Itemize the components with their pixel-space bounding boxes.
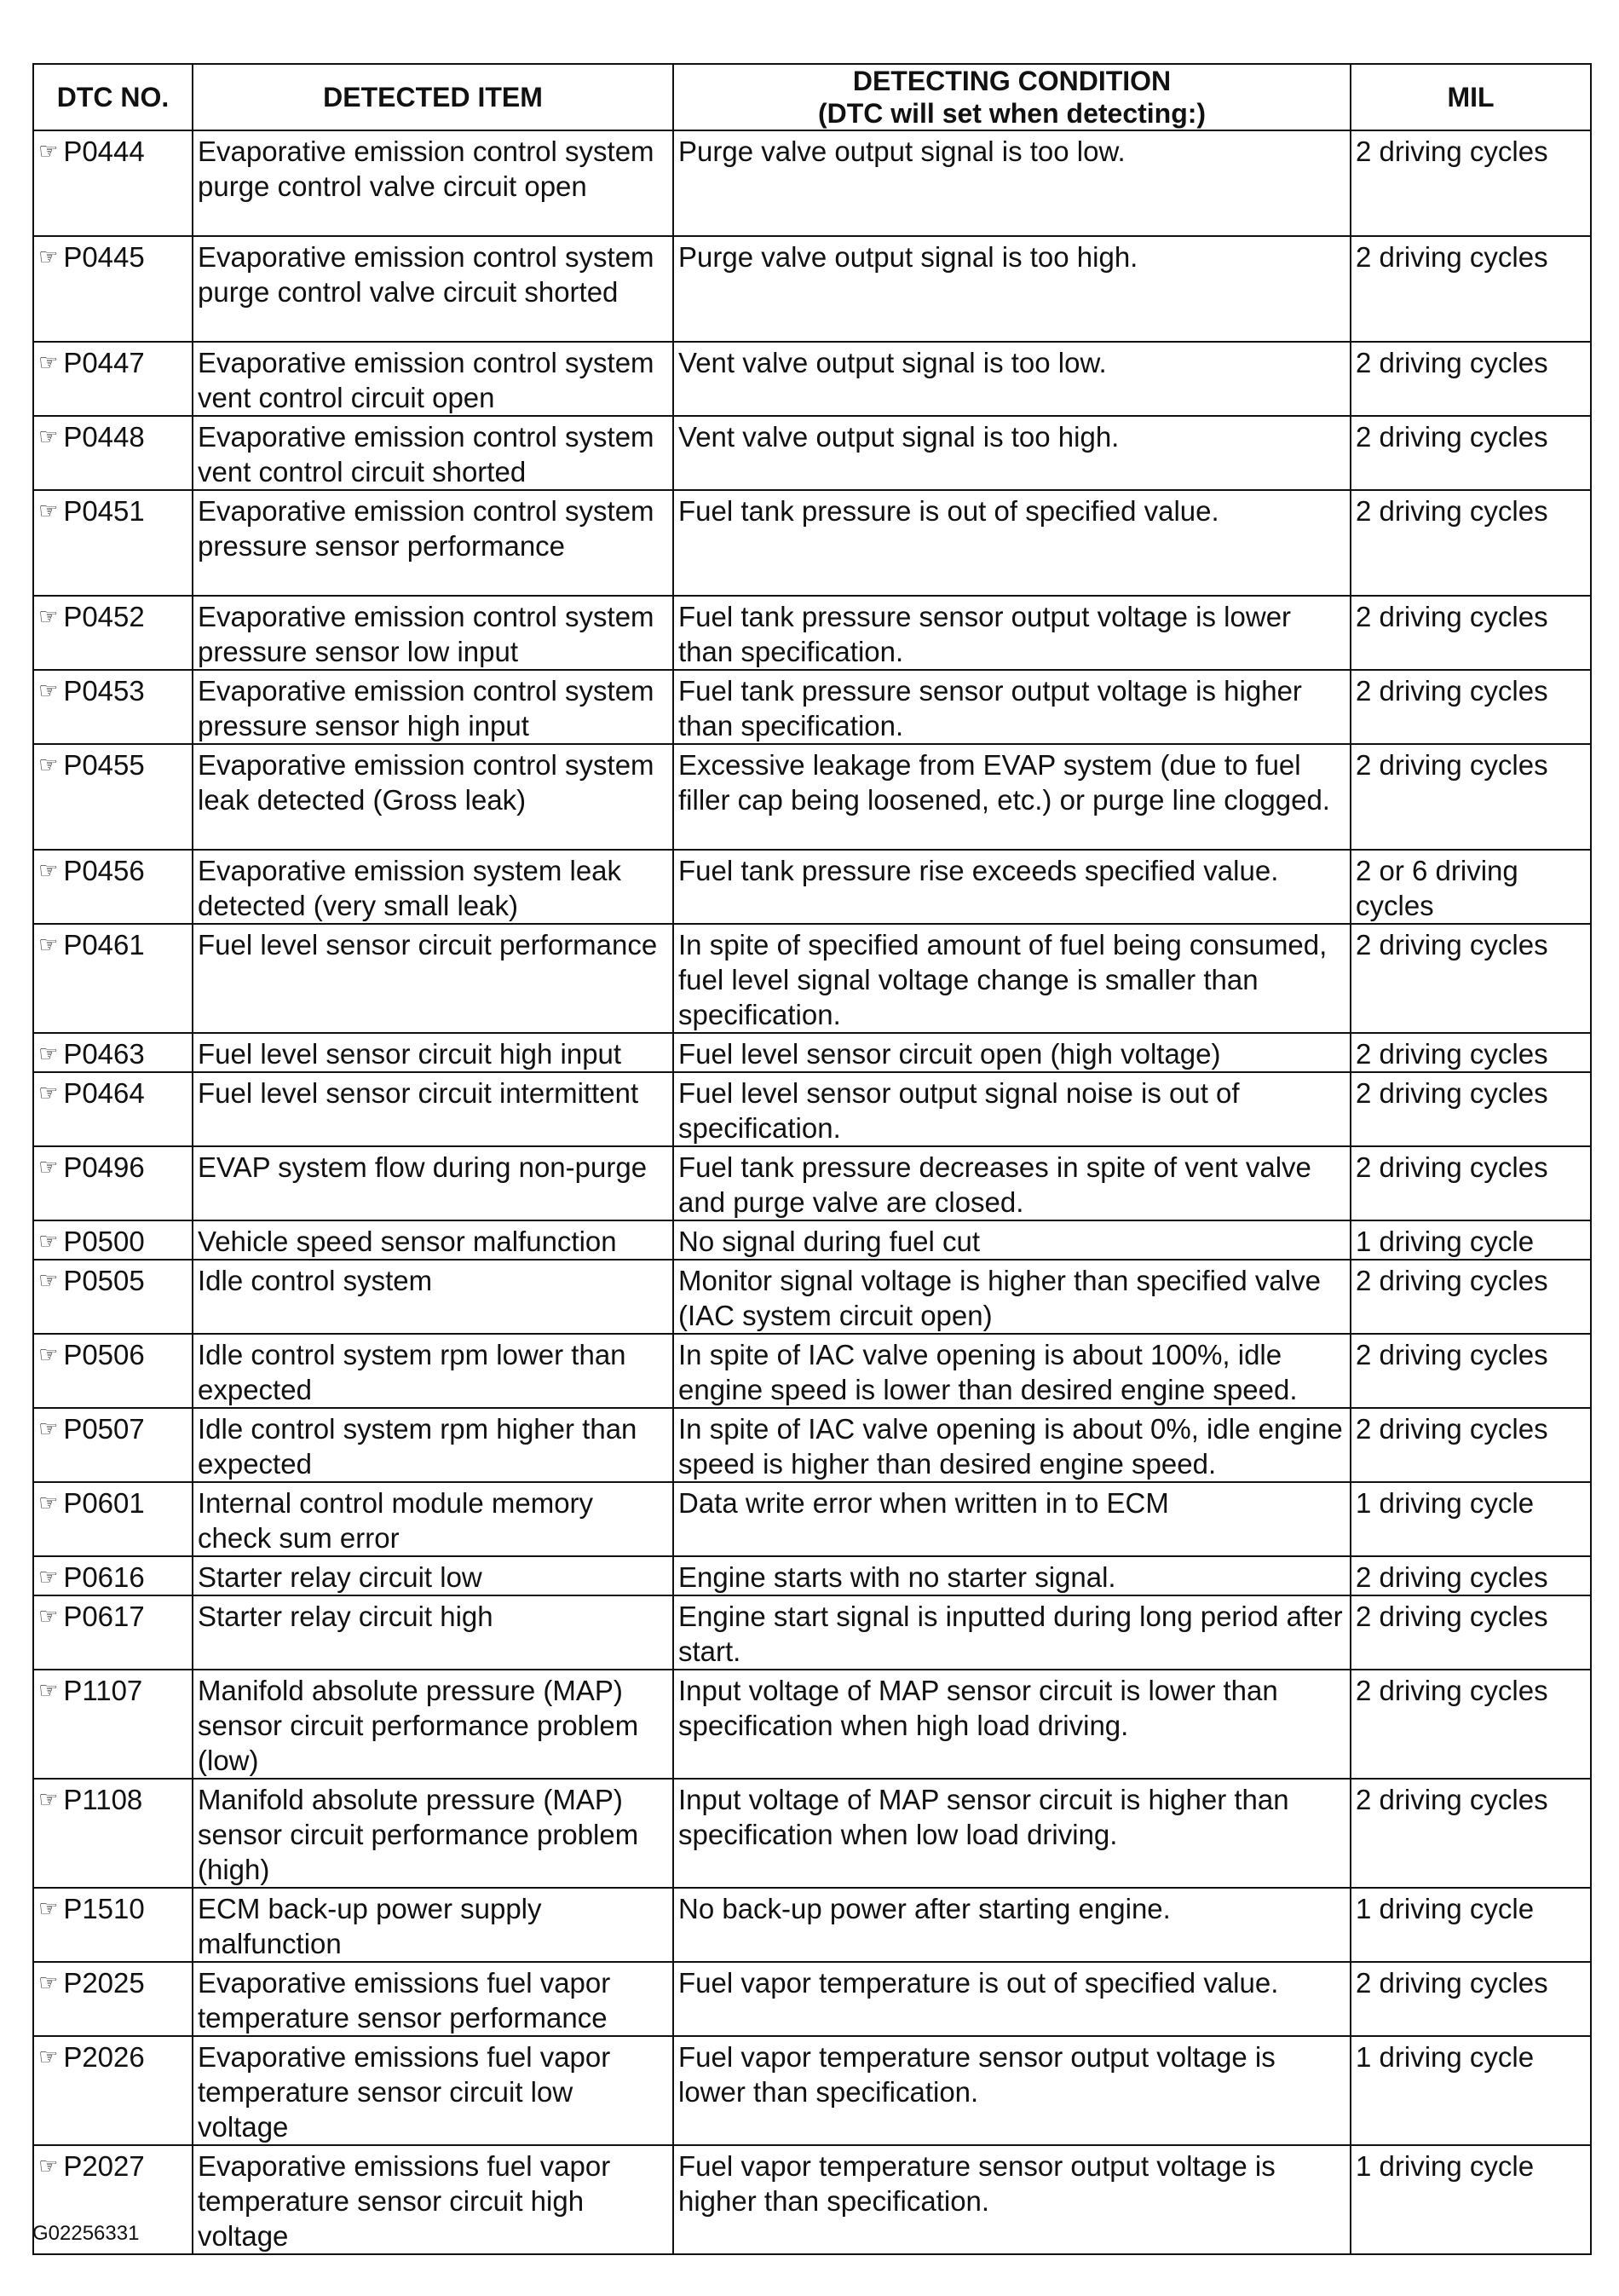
header-detected-item: DETECTED ITEM bbox=[193, 64, 673, 130]
detected-item-cell: Evaporative emission control system vent control circuit open bbox=[193, 342, 673, 416]
header-mil: MIL bbox=[1351, 64, 1591, 130]
pointing-hand-icon: ☞ bbox=[38, 138, 59, 164]
pointing-hand-icon: ☞ bbox=[38, 752, 59, 777]
header-detecting-condition bbox=[673, 64, 1351, 130]
dtc-code: P0447 bbox=[63, 347, 145, 378]
pointing-hand-icon: ☞ bbox=[38, 1080, 59, 1105]
pointing-hand-icon: ☞ bbox=[38, 1267, 59, 1293]
pointing-hand-icon: ☞ bbox=[38, 678, 59, 703]
detecting-condition-cell: Fuel vapor temperature is out of specified value. bbox=[673, 1962, 1351, 2036]
pointing-hand-icon: ☞ bbox=[38, 1041, 59, 1066]
table-row bbox=[33, 2036, 1591, 2145]
dtc-code-cell bbox=[33, 924, 193, 1033]
dtc-code: P0496 bbox=[63, 1151, 145, 1183]
detected-item-cell: Evaporative emissions fuel vapor temperature sensor circuit low voltage bbox=[193, 2036, 673, 2145]
figure-id: G02256331 bbox=[32, 2222, 140, 2245]
table-row bbox=[33, 1220, 1591, 1260]
table-row bbox=[33, 416, 1591, 490]
dtc-code-cell bbox=[33, 1146, 193, 1220]
pointing-hand-icon: ☞ bbox=[38, 1677, 59, 1703]
table-row bbox=[33, 596, 1591, 670]
pointing-hand-icon: ☞ bbox=[38, 2044, 59, 2069]
detecting-condition-cell: Monitor signal voltage is higher than specified valve (IAC system circuit open) bbox=[673, 1260, 1351, 1334]
dtc-code-cell bbox=[33, 596, 193, 670]
table-row bbox=[33, 2145, 1591, 2254]
detecting-condition-cell: Fuel vapor temperature sensor output voltage is higher than specification. bbox=[673, 2145, 1351, 2254]
table-row bbox=[33, 670, 1591, 744]
detected-item-cell: Fuel level sensor circuit intermittent bbox=[193, 1072, 673, 1146]
pointing-hand-icon: ☞ bbox=[38, 1416, 59, 1441]
detected-item-cell: Evaporative emission control system purge control valve circuit shorted bbox=[193, 236, 673, 342]
mil-cell: 1 driving cycle bbox=[1351, 2145, 1591, 2254]
table-row bbox=[33, 342, 1591, 416]
mil-cell: 2 driving cycles bbox=[1351, 596, 1591, 670]
mil-cell: 1 driving cycle bbox=[1351, 1220, 1591, 1260]
pointing-hand-icon: ☞ bbox=[38, 1895, 59, 1921]
dtc-code-cell bbox=[33, 1779, 193, 1888]
detecting-condition-cell: Vent valve output signal is too low. bbox=[673, 342, 1351, 416]
table-row bbox=[33, 744, 1591, 850]
table-row bbox=[33, 850, 1591, 924]
mil-cell: 2 driving cycles bbox=[1351, 1670, 1591, 1779]
detecting-condition-cell: Fuel tank pressure decreases in spite of vent valve and purge valve are closed. bbox=[673, 1146, 1351, 1220]
dtc-code: P0445 bbox=[63, 241, 145, 273]
detecting-condition-cell: In spite of IAC valve opening is about 0%, idle engine speed is higher than desired engine speed. bbox=[673, 1408, 1351, 1482]
pointing-hand-icon: ☞ bbox=[38, 1154, 59, 1180]
dtc-code-cell bbox=[33, 670, 193, 744]
mil-cell: 2 driving cycles bbox=[1351, 1962, 1591, 2036]
dtc-code: P0464 bbox=[63, 1077, 145, 1109]
detecting-condition-cell: Fuel tank pressure sensor output voltage is higher than specification. bbox=[673, 670, 1351, 744]
pointing-hand-icon: ☞ bbox=[38, 424, 59, 449]
detected-item-cell: Fuel level sensor circuit performance bbox=[193, 924, 673, 1033]
dtc-code: P0601 bbox=[63, 1487, 145, 1519]
dtc-code-cell bbox=[33, 1556, 193, 1595]
table-row bbox=[33, 1334, 1591, 1408]
table-row bbox=[33, 1072, 1591, 1146]
dtc-code-cell bbox=[33, 236, 193, 342]
dtc-table bbox=[32, 63, 1592, 2255]
pointing-hand-icon: ☞ bbox=[38, 244, 59, 269]
dtc-code: P1108 bbox=[63, 1784, 143, 1815]
detecting-condition-cell: Fuel level sensor output signal noise is out of specification. bbox=[673, 1072, 1351, 1146]
dtc-code-cell bbox=[33, 1595, 193, 1670]
table-row bbox=[33, 236, 1591, 342]
mil-cell: 2 driving cycles bbox=[1351, 416, 1591, 490]
header-detecting-condition-subtitle: (DTC will set when detecting:) bbox=[817, 98, 1207, 129]
dtc-code: P0455 bbox=[63, 749, 145, 781]
detected-item-cell: Evaporative emission control system purge control valve circuit open bbox=[193, 130, 673, 236]
table-row bbox=[33, 1556, 1591, 1595]
mil-cell: 2 driving cycles bbox=[1351, 1334, 1591, 1408]
pointing-hand-icon: ☞ bbox=[38, 349, 59, 375]
dtc-code: P0463 bbox=[63, 1038, 145, 1070]
detecting-condition-cell: Engine starts with no starter signal. bbox=[673, 1556, 1351, 1595]
detected-item-cell: Manifold absolute pressure (MAP) sensor circuit performance problem (high) bbox=[193, 1779, 673, 1888]
dtc-code-cell bbox=[33, 130, 193, 236]
detected-item-cell: EVAP system flow during non-purge bbox=[193, 1146, 673, 1220]
detecting-condition-cell: Fuel tank pressure sensor output voltage is lower than specification. bbox=[673, 596, 1351, 670]
detecting-condition-cell: No signal during fuel cut bbox=[673, 1220, 1351, 1260]
dtc-code: P2026 bbox=[63, 2041, 145, 2073]
pointing-hand-icon: ☞ bbox=[38, 1490, 59, 1515]
pointing-hand-icon: ☞ bbox=[38, 857, 59, 883]
detected-item-cell: Idle control system rpm higher than expected bbox=[193, 1408, 673, 1482]
mil-cell: 2 driving cycles bbox=[1351, 1408, 1591, 1482]
detected-item-cell: Starter relay circuit high bbox=[193, 1595, 673, 1670]
detecting-condition-cell: No back-up power after starting engine. bbox=[673, 1888, 1351, 1962]
table-row bbox=[33, 1888, 1591, 1962]
mil-cell: 2 driving cycles bbox=[1351, 236, 1591, 342]
table-row bbox=[33, 1260, 1591, 1334]
pointing-hand-icon: ☞ bbox=[38, 1970, 59, 1995]
dtc-code: P0451 bbox=[63, 495, 145, 527]
dtc-code: P0444 bbox=[63, 136, 145, 167]
dtc-code-cell bbox=[33, 1260, 193, 1334]
mil-cell: 1 driving cycle bbox=[1351, 1482, 1591, 1556]
dtc-code-cell bbox=[33, 1334, 193, 1408]
table-row bbox=[33, 1033, 1591, 1072]
header-detecting-condition-title: DETECTING CONDITION bbox=[852, 66, 1172, 96]
table-row bbox=[33, 1482, 1591, 1556]
mil-cell: 2 driving cycles bbox=[1351, 490, 1591, 596]
table-body bbox=[33, 130, 1591, 2254]
table-row bbox=[33, 1146, 1591, 1220]
mil-cell: 2 driving cycles bbox=[1351, 670, 1591, 744]
dtc-code-cell bbox=[33, 1482, 193, 1556]
detected-item-cell: Manifold absolute pressure (MAP) sensor circuit performance problem (low) bbox=[193, 1670, 673, 1779]
dtc-code: P0500 bbox=[63, 1226, 145, 1257]
dtc-code-cell bbox=[33, 342, 193, 416]
detected-item-cell: Evaporative emission control system leak detected (Gross leak) bbox=[193, 744, 673, 850]
mil-cell: 2 driving cycles bbox=[1351, 1260, 1591, 1334]
detected-item-cell: Evaporative emission control system vent control circuit shorted bbox=[193, 416, 673, 490]
header-dtc-no: DTC NO. bbox=[33, 64, 193, 130]
dtc-code: P0507 bbox=[63, 1413, 145, 1445]
header-row bbox=[33, 64, 1591, 130]
table-row bbox=[33, 1670, 1591, 1779]
dtc-code-cell bbox=[33, 1408, 193, 1482]
table-row bbox=[33, 130, 1591, 236]
mil-cell: 1 driving cycle bbox=[1351, 1888, 1591, 1962]
dtc-code-cell bbox=[33, 1072, 193, 1146]
dtc-code-cell bbox=[33, 850, 193, 924]
detected-item-cell: Fuel level sensor circuit high input bbox=[193, 1033, 673, 1072]
mil-cell: 2 driving cycles bbox=[1351, 1072, 1591, 1146]
pointing-hand-icon: ☞ bbox=[38, 2153, 59, 2178]
detecting-condition-cell: In spite of specified amount of fuel being consumed, fuel level signal voltage change is smaller than specification. bbox=[673, 924, 1351, 1033]
detected-item-cell: Evaporative emission control system pressure sensor performance bbox=[193, 490, 673, 596]
mil-cell: 2 driving cycles bbox=[1351, 130, 1591, 236]
detected-item-cell: Evaporative emissions fuel vapor temperature sensor performance bbox=[193, 1962, 673, 2036]
dtc-code: P1107 bbox=[63, 1675, 143, 1706]
detected-item-cell: Evaporative emission control system pressure sensor high input bbox=[193, 670, 673, 744]
detecting-condition-cell: Fuel vapor temperature sensor output voltage is lower than specification. bbox=[673, 2036, 1351, 2145]
detected-item-cell: Internal control module memory check sum error bbox=[193, 1482, 673, 1556]
dtc-code: P0456 bbox=[63, 855, 145, 886]
detected-item-cell: Idle control system bbox=[193, 1260, 673, 1334]
pointing-hand-icon: ☞ bbox=[38, 1228, 59, 1254]
table-row bbox=[33, 1408, 1591, 1482]
dtc-code: P0616 bbox=[63, 1561, 145, 1593]
mil-cell: 2 driving cycles bbox=[1351, 342, 1591, 416]
table-row bbox=[33, 1962, 1591, 2036]
detecting-condition-cell: Data write error when written in to ECM bbox=[673, 1482, 1351, 1556]
detecting-condition-cell: Vent valve output signal is too high. bbox=[673, 416, 1351, 490]
mil-cell: 2 driving cycles bbox=[1351, 744, 1591, 850]
dtc-code-cell bbox=[33, 1888, 193, 1962]
dtc-code-cell bbox=[33, 416, 193, 490]
dtc-code: P0505 bbox=[63, 1265, 145, 1296]
pointing-hand-icon: ☞ bbox=[38, 1564, 59, 1589]
dtc-code-cell bbox=[33, 1220, 193, 1260]
detecting-condition-cell: Input voltage of MAP sensor circuit is lower than specification when high load driving. bbox=[673, 1670, 1351, 1779]
dtc-code: P0453 bbox=[63, 675, 145, 707]
dtc-code-cell bbox=[33, 744, 193, 850]
dtc-code: P0448 bbox=[63, 421, 145, 453]
pointing-hand-icon: ☞ bbox=[38, 603, 59, 629]
mil-cell: 2 driving cycles bbox=[1351, 1146, 1591, 1220]
mil-cell: 1 driving cycle bbox=[1351, 2036, 1591, 2145]
dtc-code-cell bbox=[33, 2036, 193, 2145]
mil-cell: 2 driving cycles bbox=[1351, 1779, 1591, 1888]
dtc-code: P1510 bbox=[63, 1893, 145, 1924]
detected-item-cell: Idle control system rpm lower than expected bbox=[193, 1334, 673, 1408]
detecting-condition-cell: Excessive leakage from EVAP system (due to fuel filler cap being loosened, etc.) or purge line clogged. bbox=[673, 744, 1351, 850]
detected-item-cell: Evaporative emissions fuel vapor temperature sensor circuit high voltage bbox=[193, 2145, 673, 2254]
detected-item-cell: ECM back-up power supply malfunction bbox=[193, 1888, 673, 1962]
pointing-hand-icon: ☞ bbox=[38, 932, 59, 957]
mil-cell: 2 driving cycles bbox=[1351, 1595, 1591, 1670]
dtc-code: P2025 bbox=[63, 1967, 145, 1999]
detecting-condition-cell: Fuel level sensor circuit open (high voltage) bbox=[673, 1033, 1351, 1072]
mil-cell: 2 driving cycles bbox=[1351, 924, 1591, 1033]
dtc-code: P2027 bbox=[63, 2150, 145, 2182]
dtc-code: P0452 bbox=[63, 601, 145, 632]
mil-cell: 2 driving cycles bbox=[1351, 1033, 1591, 1072]
pointing-hand-icon: ☞ bbox=[38, 1341, 59, 1367]
detecting-condition-cell: Engine start signal is inputted during long period after start. bbox=[673, 1595, 1351, 1670]
dtc-code-cell bbox=[33, 1033, 193, 1072]
pointing-hand-icon: ☞ bbox=[38, 1786, 59, 1812]
dtc-code: P0506 bbox=[63, 1339, 145, 1370]
detecting-condition-cell: Purge valve output signal is too high. bbox=[673, 236, 1351, 342]
table-row bbox=[33, 1595, 1591, 1670]
table-row bbox=[33, 924, 1591, 1033]
detected-item-cell: Evaporative emission control system pressure sensor low input bbox=[193, 596, 673, 670]
table-header bbox=[33, 64, 1591, 130]
detecting-condition-cell: In spite of IAC valve opening is about 100%, idle engine speed is lower than desired engine speed. bbox=[673, 1334, 1351, 1408]
pointing-hand-icon: ☞ bbox=[38, 1603, 59, 1629]
detecting-condition-cell: Input voltage of MAP sensor circuit is higher than specification when low load driving. bbox=[673, 1779, 1351, 1888]
mil-cell: 2 or 6 driving cycles bbox=[1351, 850, 1591, 924]
dtc-code-cell bbox=[33, 490, 193, 596]
detected-item-cell: Starter relay circuit low bbox=[193, 1556, 673, 1595]
detecting-condition-cell: Fuel tank pressure is out of specified value. bbox=[673, 490, 1351, 596]
detected-item-cell: Evaporative emission system leak detected (very small leak) bbox=[193, 850, 673, 924]
table-row bbox=[33, 1779, 1591, 1888]
dtc-code-cell bbox=[33, 1962, 193, 2036]
table-row bbox=[33, 490, 1591, 596]
dtc-code: P0461 bbox=[63, 929, 145, 961]
mil-cell: 2 driving cycles bbox=[1351, 1556, 1591, 1595]
detecting-condition-cell: Purge valve output signal is too low. bbox=[673, 130, 1351, 236]
detecting-condition-cell: Fuel tank pressure rise exceeds specified value. bbox=[673, 850, 1351, 924]
dtc-code: P0617 bbox=[63, 1601, 145, 1632]
detected-item-cell: Vehicle speed sensor malfunction bbox=[193, 1220, 673, 1260]
dtc-code-cell bbox=[33, 1670, 193, 1779]
pointing-hand-icon: ☞ bbox=[38, 498, 59, 523]
